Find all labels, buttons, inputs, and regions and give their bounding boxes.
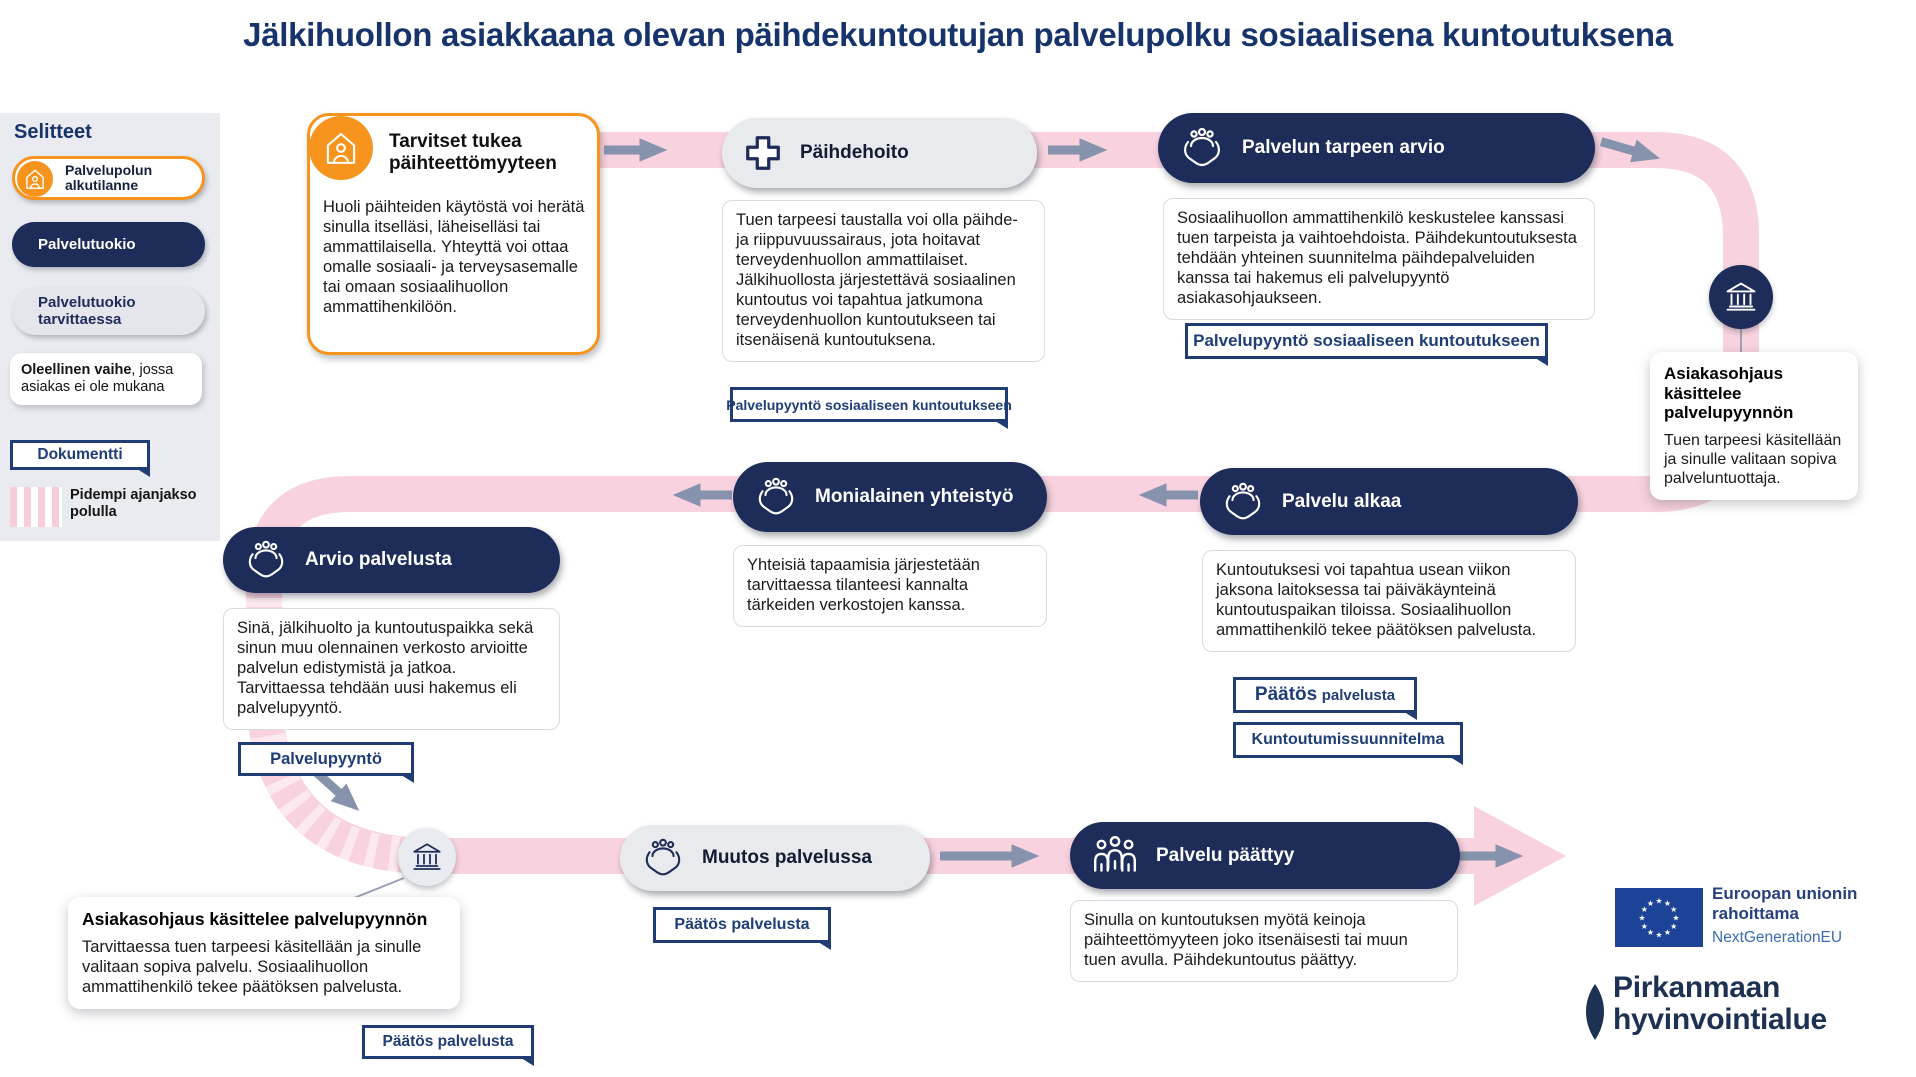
document-label: Palvelupyyntö sosiaaliseen kuntoutukseen (1193, 331, 1540, 350)
node-label: Palvelu alkaa (1282, 490, 1402, 512)
node-label: Päihdehoito (800, 142, 909, 163)
document-label: Palvelupyyntö sosiaaliseen kuntoutukseen (726, 396, 1012, 413)
svg-text:★: ★ (1670, 922, 1678, 931)
card-body: Tuen tarpeesi käsitellään ja sinulle valitaan sopiva palveluntuottaja. (1664, 431, 1842, 488)
svg-text:★: ★ (1663, 898, 1672, 908)
legend-item-palvelutuokio (12, 222, 205, 267)
node-start-body: Huoli päihteiden käytöstä voi herätä sinulla itselläsi, läheiselläsi tai ammattilaisella. Yhteyttä voi ottaa omalle sosiaali- ja terveysasemalle tai omaan sosiaalihuollon ammattihenkilöön. (323, 198, 585, 316)
legend-item-label: Palvelutuokio tarvittaessa (38, 293, 136, 328)
node-paattyy-body: Sinulla on kuntoutuksen myötä keinoja päihteettömyyteen joko itsenäisesti tai muun tuen avulla. Päihdekuntoutus päättyy. (1070, 900, 1458, 982)
bank-institution-icon (1709, 265, 1773, 329)
hands-holding-people-icon (753, 474, 799, 520)
bank-institution-icon (398, 828, 456, 886)
legend-item-palvelutuokio-tarvittaessa (12, 287, 205, 335)
document-label: Kuntoutumissuunnitelma (1251, 731, 1445, 748)
org-wordmark: Pirkanmaan hyvinvointialue (1613, 971, 1827, 1037)
node-arvio-body: Sinä, jälkihuolto ja kuntoutuspaikka sekä sinun muu olennainen verkosto arvioitte palvelun edistymistä ja jatkoa. Tarvittaessa tehdään uusi hakemus eli palvelupyyntö. (223, 608, 560, 730)
node-monialainen-yhteistyo (733, 462, 1047, 532)
three-people-icon (1090, 831, 1140, 881)
node-label: Palvelu päättyy (1156, 844, 1295, 866)
legend-item-label: Dokumentti (37, 446, 123, 463)
eu-funding-label: Euroopan unionin rahoittama (1712, 884, 1858, 924)
svg-text:★: ★ (1640, 922, 1648, 931)
node-monialainen-body: Yhteisiä tapaamisia järjestetään tarvittaessa tilanteesi kannalta tärkeiden verkostojen kanssa. (733, 545, 1047, 627)
node-arvio-palvelusta (223, 527, 560, 593)
document-paatos-palvelusta (1233, 677, 1417, 713)
card-asiakasohjaus-right (1650, 352, 1858, 500)
card-title: Asiakasohjaus käsittelee palvelupyynnön (1664, 364, 1794, 423)
arrow-right-icon (604, 139, 666, 161)
node-label: Arvio palvelusta (305, 549, 452, 570)
svg-text:★: ★ (1670, 905, 1678, 914)
legend-heading: Selitteet (14, 121, 92, 143)
document-palvelupyynto-sos-kuntoutukseen (726, 387, 1012, 422)
page-title: Jälkihuollon asiakkaana olevan päihdekuntoutujan palvelupolku sosiaalisena kuntoutuksena (243, 16, 1673, 53)
medical-cross-icon (742, 132, 784, 174)
document-label-primary: Päätös (1254, 684, 1318, 705)
svg-text:★: ★ (1655, 930, 1663, 940)
document-palvelupyynto-sos-kuntoutukseen (1185, 323, 1548, 359)
card-body: Tarvittaessa tuen tarpeesi käsitellään ja sinulle valitaan sopiva palvelu. Sosiaalihuollon ammattihenkilö tekee päätöksen palvelusta. (82, 938, 422, 996)
svg-text:★: ★ (1672, 913, 1680, 923)
arrow-right-icon (1598, 131, 1662, 169)
node-paihdehoito (722, 118, 1037, 188)
legend-item-dokumentti (10, 440, 150, 470)
striped-path-swatch (10, 487, 62, 527)
document-paatos-palvelusta (653, 907, 831, 943)
svg-text:★: ★ (1663, 928, 1672, 938)
svg-text:★: ★ (1638, 913, 1646, 923)
node-tarpeen-arvio-body: Sosiaalihuollon ammattihenkilö keskustelee kanssasi tuen tarpeista ja vaihtoehdoista. Päihdekuntoutuksesta tehdään yhteinen suunnitelma päihdepalveluiden kanssa tai hakemus eli palvelupyyntö asiakasohjaukseen. (1163, 198, 1595, 320)
legend-item-label-bold: Oleellinen vaihe (21, 362, 132, 378)
node-muutos-palvelussa (620, 825, 930, 891)
document-label: Päätös palvelusta (382, 1033, 514, 1050)
document-kuntoutumissuunnitelma (1233, 722, 1463, 758)
hands-holding-people-icon (1178, 124, 1226, 172)
document-label-secondary: palvelusta (1321, 686, 1396, 704)
hands-holding-people-icon (640, 835, 686, 881)
node-label: Monialainen yhteistyö (815, 486, 1014, 507)
arrow-left-icon (674, 484, 732, 506)
svg-text:★: ★ (1646, 928, 1655, 938)
legend-item-label: Palvelutuokio (38, 236, 136, 253)
legend-item-label: Palvelupolun alkutilanne (65, 161, 153, 193)
document-label: Päätös palvelusta (674, 916, 810, 933)
legend-item-oleellinen-vaihe (10, 353, 202, 405)
card-asiakasohjaus-bottom (68, 897, 460, 1009)
node-start-title: Tarvitset tukea päihteettömyyteen (389, 131, 557, 174)
arrow-right-icon (1048, 139, 1106, 161)
node-palvelu-alkaa-body: Kuntoutuksesi voi tapahtua usean viikon jaksona laitoksessa tai päiväkäynteinä kuntoutuspaikan tiloissa. Sosiaalihuollon ammattihenkilö tekee päätöksen palvelusta. (1202, 550, 1576, 652)
node-palvelu-paattyy (1070, 822, 1460, 889)
eu-program-label: NextGenerationEU (1712, 929, 1843, 946)
node-label: Palvelun tarpeen arvio (1242, 137, 1445, 158)
legend-panel (0, 113, 220, 541)
eu-flag-icon (1615, 888, 1703, 947)
connector-line (354, 878, 404, 898)
document-paatos-palvelusta (362, 1025, 534, 1059)
arrow-right-icon (1452, 845, 1522, 867)
legend-item-label-rest: , jossa asiakas ei ole mukana (21, 362, 174, 396)
house-person-icon (309, 116, 373, 180)
hands-holding-people-icon (243, 537, 289, 583)
document-palvelupyynto (238, 742, 414, 776)
node-paihdehoito-body: Tuen tarpeesi taustalla voi olla päihde- ja riippuvuussairaus, jota hoitavat terveydenhuollon ammattilaiset. Jälkihuollosta järjestettävä sosiaalinen kuntoutus voi tapahtua jatkumona terveydenhuollon kuntoutukseen tai itsenäisenä kuntoutuksena. (722, 200, 1045, 362)
node-palvelu-alkaa (1200, 468, 1578, 535)
arrow-right-icon (940, 845, 1038, 867)
house-person-icon (17, 161, 53, 197)
legend-item-label: Pidempi ajanjakso polulla (70, 487, 197, 521)
node-label: Muutos palvelussa (702, 847, 872, 868)
svg-text:★: ★ (1646, 898, 1655, 908)
document-label: Palvelupyyntö (270, 749, 382, 768)
node-palvelun-tarpeen-arvio (1158, 113, 1595, 183)
pirha-logo-mark-icon (1580, 982, 1610, 1042)
svg-text:★: ★ (1655, 896, 1663, 906)
card-title: Asiakasohjaus käsittelee palvelupyynnön (82, 909, 428, 929)
arrow-left-icon (1140, 484, 1198, 506)
hands-holding-people-icon (1220, 479, 1266, 525)
svg-text:★: ★ (1640, 905, 1648, 914)
legend-item-start (12, 156, 205, 200)
